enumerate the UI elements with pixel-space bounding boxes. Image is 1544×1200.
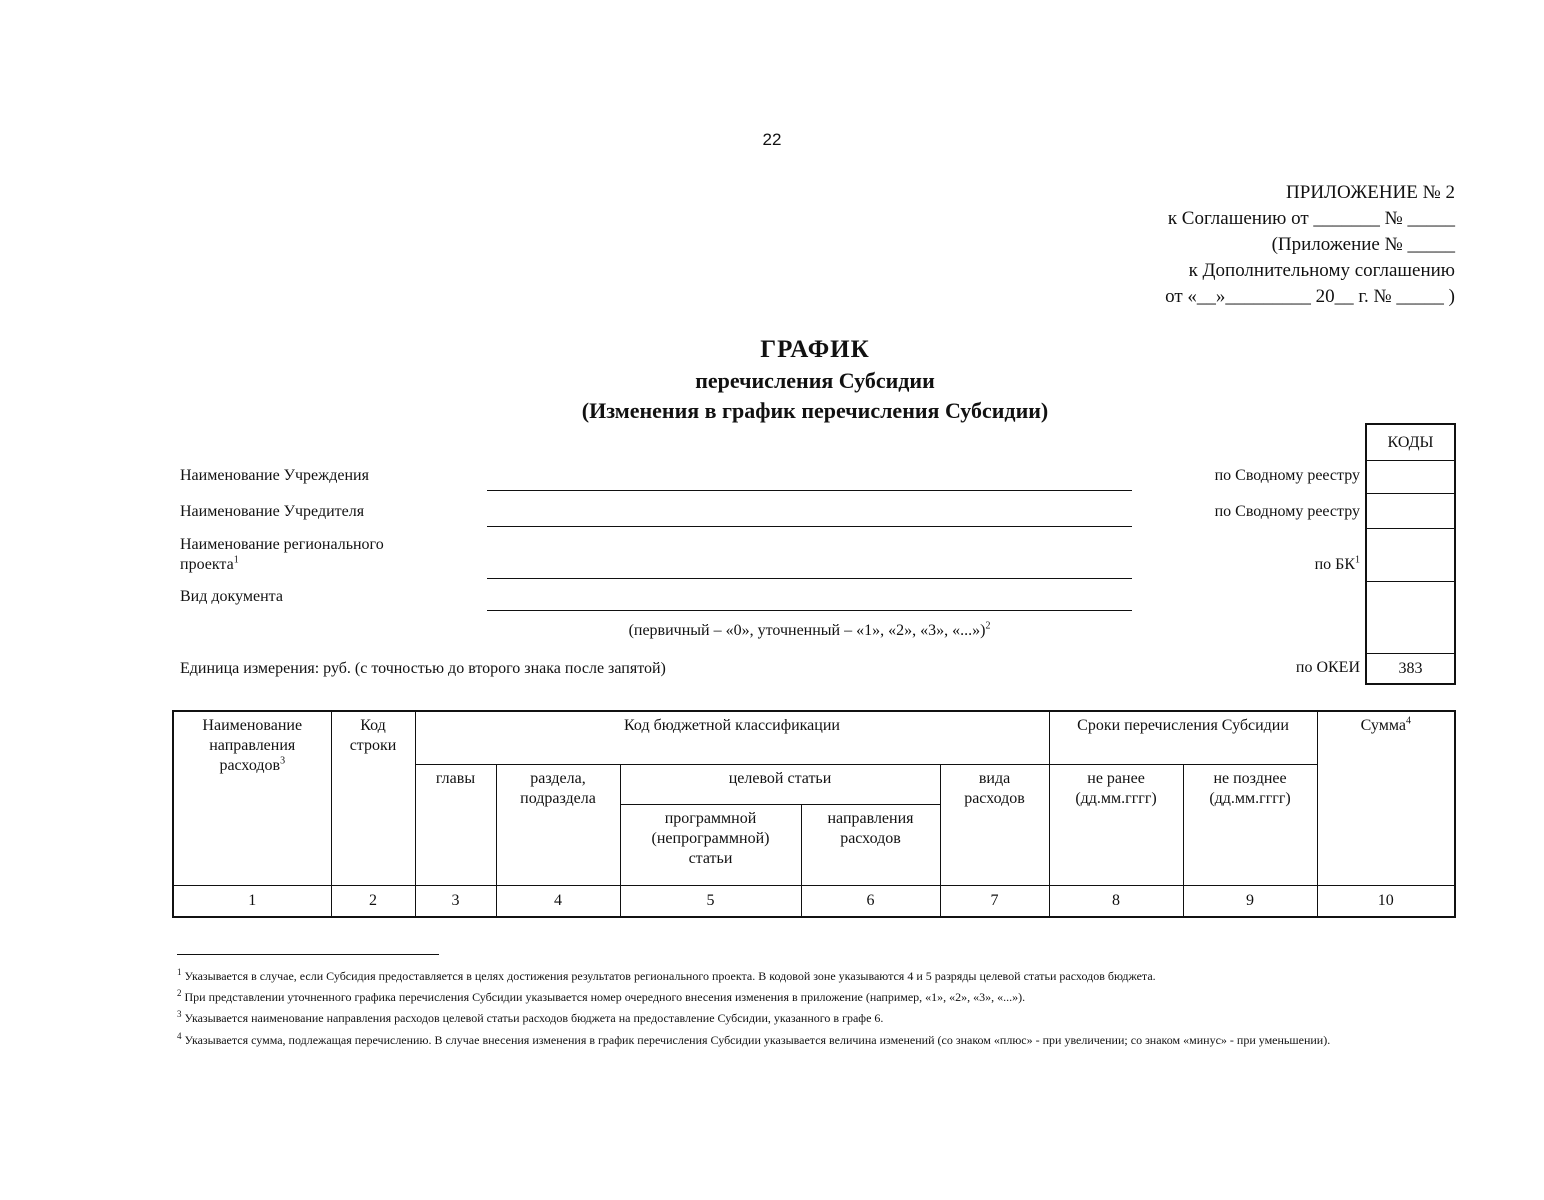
column-number: 6	[801, 885, 940, 917]
appendix-line-1: ПРИЛОЖЕНИЕ № 2	[1286, 182, 1455, 203]
document-title: ГРАФИК	[760, 336, 870, 363]
column-number: 10	[1317, 885, 1455, 917]
header-expense-type: вида расходов	[940, 764, 1049, 885]
header-section: раздела, подраздела	[496, 764, 620, 885]
footnote-3: $^3$ Указывается наименование направления расходов целевой статьи расходов бюджета на предоставление Субсидии, указанного в графе 6.	[177, 1009, 884, 1025]
column-number: 7	[940, 885, 1049, 917]
founder-underline	[487, 526, 1132, 527]
code-bk[interactable]	[1367, 528, 1454, 582]
footnote-divider	[177, 954, 439, 955]
registry-label-1: по Сводному реестру	[1214, 467, 1360, 484]
project-label-line-1: Наименование регионального	[180, 536, 384, 553]
appendix-line-4: к Дополнительному соглашению	[1188, 260, 1455, 281]
header-direction: направления расходов	[801, 804, 940, 885]
header-program-article: программной (непрограммной) статьи	[620, 804, 801, 885]
column-number: 8	[1049, 885, 1183, 917]
footnote-ref: 2	[985, 620, 991, 632]
header-not-before: не ранее (дд.мм.гггг)	[1049, 764, 1183, 885]
header-chapter: главы	[415, 764, 496, 885]
column-number: 4	[496, 885, 620, 917]
footnote-ref: 4	[1405, 715, 1411, 727]
document-subtitle: перечисления Субсидии	[695, 368, 935, 393]
code-doc-type[interactable]	[1367, 581, 1454, 654]
unit-label: Единица измерения: руб. (с точностью до второго знака после запятой)	[180, 660, 666, 677]
page-number: 22	[762, 130, 782, 149]
footnote-ref: 1	[233, 554, 239, 566]
code-registry-1[interactable]	[1367, 460, 1454, 494]
header-sum: Сумма$^4$	[1317, 711, 1455, 885]
schedule-table	[172, 710, 1456, 918]
footnote-4: $^4$ Указывается сумма, подлежащая перечислению. В случае внесения изменения в график перечисления Субсидии указывается величина изменений (со знаком «плюс» - при увеличении; со знаком «минус» - при уменьшении).	[177, 1031, 1331, 1047]
project-label-line-2: проекта$^1$	[180, 554, 239, 573]
bk-label: по $БК^1$	[1314, 554, 1360, 573]
codes-box	[1365, 423, 1456, 685]
institution-label: Наименование Учреждения	[180, 467, 369, 484]
doc-type-label: Вид документа	[180, 588, 283, 605]
footnote-2: $^2$ При представлении уточненного графика перечисления Субсидии указывается номер очередного внесения изменения в приложение (например, «1», «2», «3», «...»).	[177, 988, 1026, 1004]
codes-header: КОДЫ	[1387, 434, 1434, 451]
column-number: 5	[620, 885, 801, 917]
header-not-after: не позднее (дд.мм.гггг)	[1183, 764, 1317, 885]
footnote-ref: 3	[280, 755, 286, 767]
founder-label: Наименование Учредителя	[180, 503, 365, 520]
project-underline	[487, 578, 1132, 579]
okei-label: по ОКЕИ	[1295, 659, 1360, 676]
registry-label-2: по Сводному реестру	[1214, 503, 1360, 520]
code-registry-2[interactable]	[1367, 493, 1454, 529]
appendix-line-3: (Приложение № _____	[1271, 234, 1455, 255]
appendix-line-5: от «__»_________ 20__ г. № _____ )	[1165, 286, 1455, 307]
document-subtitle-alt: (Изменения в график перечисления Субсидии)	[581, 398, 1049, 423]
column-number: 2	[331, 885, 415, 917]
column-number: 3	[415, 885, 496, 917]
header-terms: Сроки перечисления Субсидии	[1049, 711, 1317, 764]
footnote-ref: 1	[1355, 554, 1360, 566]
column-number: 9	[1183, 885, 1317, 917]
column-number: 1	[173, 885, 331, 917]
header-target-article: целевой статьи	[620, 764, 940, 804]
appendix-line-2: к Соглашению от _______ № _____	[1167, 208, 1455, 229]
footnote-1: $^1$ Указывается в случае, если Субсидия предоставляется в целях достижения результатов регионального проекта. В кодовой зоне указываются 4 и 5 разряды целевой статьи расходов бюджета.	[177, 967, 1156, 983]
institution-underline	[487, 490, 1132, 491]
code-okei: 383	[1367, 653, 1454, 686]
doc-type-underline	[487, 610, 1132, 611]
header-row-code: Код строки	[331, 711, 415, 885]
doc-type-hint: (первичный – «0», уточненный – «1», «2», «3», «...»)$^2$	[628, 620, 991, 639]
header-kbk: Код бюджетной классификации	[415, 711, 1049, 764]
header-expense-name: Наименование направления расходов$^3$	[173, 711, 331, 885]
